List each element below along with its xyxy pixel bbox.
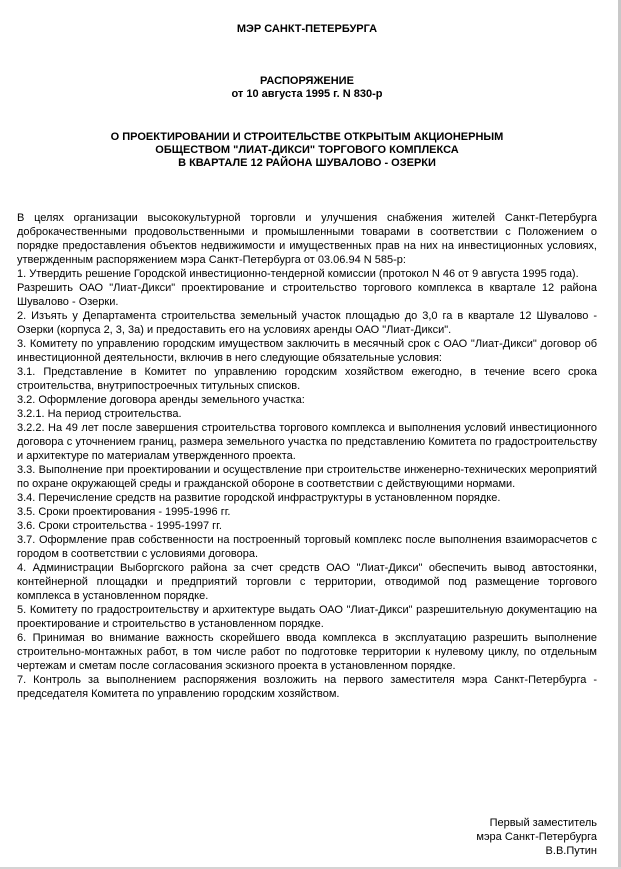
clause-3-7: 3.7. Оформление прав собственности на построенный торговый комплекс после выполнения взаиморасчетов с городом в соответствии с условиями договора. — [17, 534, 597, 560]
document-title — [17, 131, 597, 170]
clause-3-4: 3.4. Перечисление средств на развитие городской инфраструктуры в установленном порядке. — [17, 492, 501, 504]
clause-3-5: 3.5. Сроки проектирования - 1995-1996 гг. — [17, 506, 231, 518]
title-line: ОБЩЕСТВОМ "ЛИАТ-ДИКСИ" ТОРГОВОГО КОМПЛЕКСА — [155, 144, 459, 156]
signatory-name: В.В.Путин — [545, 845, 597, 857]
clause-3-3: 3.3. Выполнение при проектировании и осуществление при строительстве инженерно-технических мероприятий по охране окружающей среды и гражданской обороне в соответствии с действующими нормами. — [17, 464, 597, 490]
issuing-authority: МЭР САНКТ-ПЕТЕРБУРГА — [236, 23, 378, 35]
clause-1: 1. Утвердить решение Городской инвестиционно-тендерной комиссии (протокол N 46 от 9 августа 1995 года). — [17, 268, 579, 280]
clause-7: 7. Контроль за выполнением распоряжения возложить на первого заместителя мэра Санкт-Петербурга - председателя Комитета по управлению городским хозяйством. — [17, 674, 597, 700]
document-page — [17, 0, 597, 701]
clause-3-2: 3.2. Оформление договора аренды земельного участка: — [17, 394, 305, 406]
clause-5: 5. Комитету по градостроительству и архитектуре выдать ОАО "Лиат-Дикси" разрешительную документацию на проектирование и строительство в установленном порядке. — [17, 604, 597, 630]
signatory-position-continued: мэра Санкт-Петербурга — [476, 831, 597, 843]
clause-6: 6. Принимая во внимание важность скорейшего ввода комплекса в эксплуатацию разрешить выполнение строительно-монтажных работ, в том числе работ по подготовке территории к нулевому циклу, по отдельным чертежам и сметам после согласования эскизного проекта в установленном порядке. — [17, 632, 597, 672]
title-line: В КВАРТАЛЕ 12 РАЙОНА ШУВАЛОВО - ОЗЕРКИ — [178, 157, 436, 169]
document-type: РАСПОРЯЖЕНИЕ — [260, 75, 354, 87]
clause-3-6: 3.6. Сроки строительства - 1995-1997 гг. — [17, 520, 222, 532]
document-date: от 10 августа 1995 г. N 830-р — [231, 88, 383, 100]
clause-1-permission: Разрешить ОАО "Лиат-Дикси" проектирование и строительство торгового комплекса в квартале 12 района Шувалово - Озерки. — [17, 282, 597, 308]
document-body — [17, 211, 597, 701]
clause-2: 2. Изъять у Департамента строительства земельный участок площадью до 3,0 га в квартале 12 Шувалово - Озерки (корпуса 2, 3, 3а) и предоставить его на условиях аренды ОАО "Лиат-Дикси". — [17, 310, 597, 336]
clause-4: 4. Администрации Выборгского района за счет средств ОАО "Лиат-Дикси" обеспечить вывод автостоянки, контейнерной площадки и предприятий торговли с территории, отводимой под размещение торгового комплекса в установленном порядке. — [17, 562, 597, 602]
signatory-position: Первый заместитель — [489, 817, 597, 829]
preamble-paragraph: В целях организации высококультурной торговли и улучшения снабжения жителей Санкт-Петербурга доброкачественными продовольственными и промышленными товарами в соответствии с Положением о порядке предоставления объектов недвижимости и имущественных прав на них на инвестиционных условиях, утвержденным распоряжением мэра Санкт-Петербурга от 03.06.94 N 585-р: — [17, 212, 597, 266]
clause-3-1: 3.1. Представление в Комитет по управлению городским хозяйством ежегодно, в течение всего срока строительства, внутрипостроечных титульных списков. — [17, 366, 597, 392]
title-line: О ПРОЕКТИРОВАНИИ И СТРОИТЕЛЬСТВЕ ОТКРЫТЫМ АКЦИОНЕРНЫМ — [110, 131, 504, 143]
clause-3-2-1: 3.2.1. На период строительства. — [17, 408, 182, 420]
clause-3-2-2: 3.2.2. На 49 лет после завершения строительства торгового комплекса и выполнения условий инвестиционного договора с уточнением границ, размера земельного участка по представлению Комитета по градостроительству и архитектуре по материалам утвержденного проекта. — [17, 422, 597, 462]
clause-3: 3. Комитету по управлению городским имуществом заключить в месячный срок с ОАО "Лиат-Дикси" договор об инвестиционной деятельности, включив в него следующие обязательные условия: — [17, 338, 597, 364]
signature-block — [476, 816, 597, 858]
